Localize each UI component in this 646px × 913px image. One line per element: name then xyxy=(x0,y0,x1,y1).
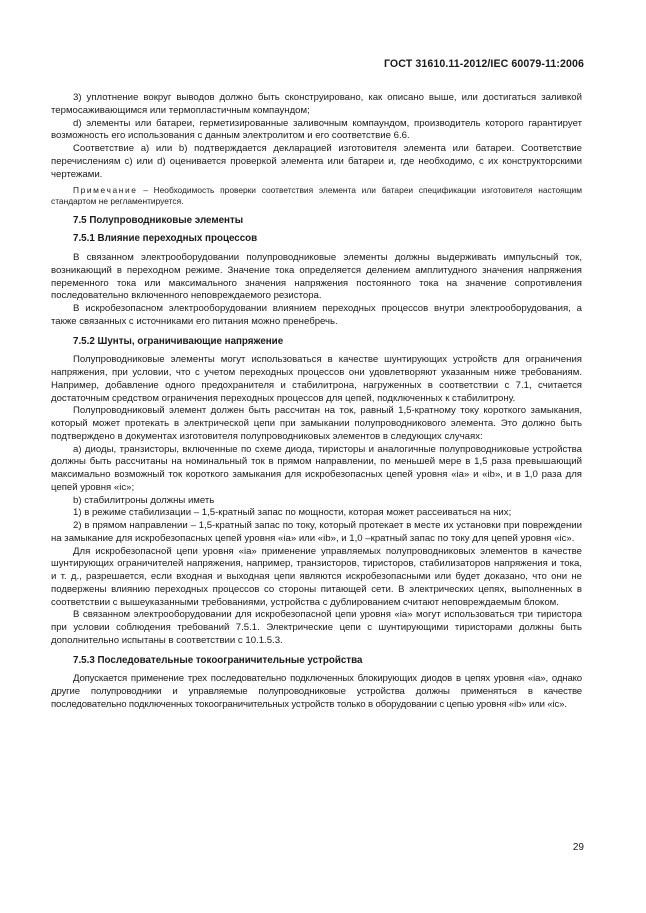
list-item: 1) в режиме стабилизации – 1,5-кратный запас по мощности, которая может рассеиваться на них; xyxy=(73,507,512,519)
list-item: а) диоды, транзисторы, включенные по схеме диода, тиристоры и аналогичные полупроводниковые устройства должны быть рассчитаны на номинальный ток в прямом направлении, по меньшей мере в 1,5 раза превышающий максимально возможный ток короткого замыкания для искробезопасных цепей уровня «ia» и «ib», и в 1,0 раза для цепей уровня «ic»; xyxy=(51,443,582,493)
paragraph: В связанном электрооборудовании для искробезопасной цепи уровня «ia» могут использоваться три тиристора при условии соблюдения требований 7.5.1. Электрические цепи с шунтирующими тиристорами должны быть дополнительно испытаны в соответствии с 10.1.5.3. xyxy=(51,609,582,646)
section-heading-7-5-1: 7.5.1 Влияние переходных процессов xyxy=(73,233,258,245)
note xyxy=(51,185,582,207)
section-heading-7-5-3: 7.5.3 Последовательные токоограничительные устройства xyxy=(73,654,363,666)
paragraph: d) элементы или батареи, герметизированные заливочным компаундом, производитель которого гарантирует возможность его использования с данным электролитом и его соответствие 6.6. xyxy=(51,117,582,142)
paragraph: Полупроводниковые элементы могут использоваться в качестве шунтирующих устройств для ограничения напряжения, при условии, что с учетом переходных процессов они удовлетворяют указанным ниже требованиям. Например, добавление одного предохранителя и стабилитрона, нагруженных в соответствии с 7.1, считается достаточным средством ограничения переходных процессов для цепей, подключенных к стабилитрону. xyxy=(51,354,582,404)
note-label: Примечание xyxy=(73,185,138,196)
paragraph: Для искробезопасной цепи уровня «ia» применение управляемых полупроводниковых элементов в качестве шунтирующих ограничителей напряжения, например, транзисторов, тиристоров, стабилизаторов напряжения и тока, и т. д., разрешается, если входная и выходная цепи являются искробезопасными или будет доказано, что они не подвержены влиянию переходных процессов со стороны питающей сети. В электрических цепях, выполненных в соответствии с вышеуказанными требованиями, устройства с дублированием считают неповреждаемым блоком. xyxy=(51,545,582,608)
note-text: – Необходимость проверки соответствия элемента или батареи спецификации изготовителя настоящим стандартом не регламентируется. xyxy=(51,185,582,207)
section-heading-7-5-2: 7.5.2 Шунты, ограничивающие напряжение xyxy=(73,335,284,347)
list-item: 2) в прямом направлении – 1,5-кратный запас по току, который протекает в месте их установки при повреждении на замыкание для искробезопасных цепей уровня «ia» или «ib», и 1,0 –кратный запас по току для цепей уровня «ic». xyxy=(51,520,582,544)
paragraph: В связанном электрооборудовании полупроводниковые элементы должны выдерживать импульсный ток, возникающий в переходном режиме. Значение тока определяется делением амплитудного значения напряжения переменного тока или максимального значения напряжения постоянного тока на значение сопротивления последовательно включенного неповреждаемого резистора. xyxy=(51,252,582,302)
paragraph: В искробезопасном электрооборудовании влиянием переходных процессов внутри электрооборудования, а также связанных с источниками его питания можно пренебречь. xyxy=(51,303,582,327)
paragraph: 3) уплотнение вокруг выводов должно быть сконструировано, как описано выше, или достигаться заливкой термосаживающимся или термопластичным компаундом; xyxy=(51,92,582,116)
page-number: 29 xyxy=(572,842,584,853)
section-heading-7-5: 7.5 Полупроводниковые элементы xyxy=(73,214,244,226)
list-item: b) стабилитроны должны иметь xyxy=(73,494,215,506)
paragraph: Соответствие а) или b) подтверждается декларацией изготовителя элемента или батареи. Соответствие перечислениям с) или d) оценивается проверкой элемента или батареи и, где необходимо, с их конструкторскими чертежами. xyxy=(51,143,582,180)
paragraph: Полупроводниковый элемент должен быть рассчитан на ток, равный 1,5-кратному току короткого замыкания, который может протекать в электрической цепи при замыкании полупроводникового элемента. Это должно быть подтверждено в документах изготовителя полупроводниковых элементов в следующих случаях: xyxy=(51,405,582,442)
document-body xyxy=(51,92,582,712)
document-header: ГОСТ 31610.11-2012/IEC 60079-11:2006 xyxy=(383,58,584,70)
paragraph: Допускается применение трех последовательно подключенных блокирующих диодов в цепях уровня «ia», однако другие полупроводники и управляемые полупроводниковые устройства должны применяться в качестве последовательно подключенных токоограничительных устройств только в оборудовании с цепью уровня «ib» или «ic». xyxy=(51,673,582,710)
